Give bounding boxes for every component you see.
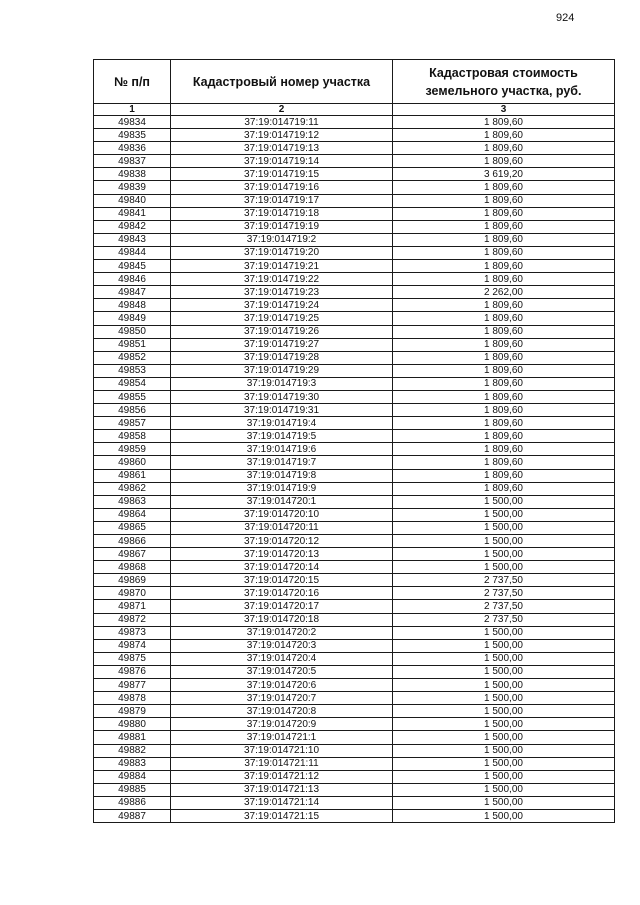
cell-cadastral-value: 1 809,60 — [393, 246, 615, 259]
cell-cadastral-value: 1 500,00 — [393, 757, 615, 770]
cell-cadastral-number: 37:19:014719:2 — [171, 233, 393, 246]
cell-row-number: 49863 — [94, 495, 171, 508]
cell-cadastral-number: 37:19:014720:1 — [171, 495, 393, 508]
cell-row-number: 49834 — [94, 116, 171, 129]
cell-cadastral-value: 1 809,60 — [393, 129, 615, 142]
cell-cadastral-value: 1 500,00 — [393, 679, 615, 692]
cell-cadastral-number: 37:19:014719:28 — [171, 351, 393, 364]
cell-row-number: 49850 — [94, 325, 171, 338]
table-row — [94, 155, 615, 168]
cell-cadastral-value: 1 809,60 — [393, 260, 615, 273]
cell-cadastral-value: 1 809,60 — [393, 207, 615, 220]
cell-row-number: 49874 — [94, 639, 171, 652]
cell-cadastral-number: 37:19:014720:13 — [171, 548, 393, 561]
cell-row-number: 49871 — [94, 600, 171, 613]
cell-cadastral-value: 1 809,60 — [393, 194, 615, 207]
cell-cadastral-value: 1 809,60 — [393, 299, 615, 312]
cell-row-number: 49879 — [94, 705, 171, 718]
cell-cadastral-number: 37:19:014719:29 — [171, 364, 393, 377]
table-row — [94, 652, 615, 665]
cell-row-number: 49852 — [94, 351, 171, 364]
table-row — [94, 548, 615, 561]
cell-cadastral-number: 37:19:014720:2 — [171, 626, 393, 639]
table-row — [94, 482, 615, 495]
table-row — [94, 535, 615, 548]
table-row — [94, 744, 615, 757]
cell-cadastral-value: 1 500,00 — [393, 770, 615, 783]
cell-cadastral-number: 37:19:014721:1 — [171, 731, 393, 744]
cell-cadastral-value: 1 500,00 — [393, 639, 615, 652]
table-row — [94, 639, 615, 652]
cell-cadastral-value: 1 500,00 — [393, 521, 615, 534]
table-row — [94, 417, 615, 430]
cell-cadastral-value: 1 809,60 — [393, 220, 615, 233]
cell-cadastral-number: 37:19:014719:20 — [171, 246, 393, 259]
cell-cadastral-value: 1 809,60 — [393, 351, 615, 364]
cell-cadastral-value: 1 500,00 — [393, 652, 615, 665]
table-row — [94, 574, 615, 587]
cadastral-value-table — [93, 59, 615, 823]
cell-cadastral-value: 3 619,20 — [393, 168, 615, 181]
cell-row-number: 49884 — [94, 770, 171, 783]
cell-row-number: 49838 — [94, 168, 171, 181]
cell-cadastral-number: 37:19:014720:5 — [171, 665, 393, 678]
cell-cadastral-number: 37:19:014721:10 — [171, 744, 393, 757]
cell-row-number: 49836 — [94, 142, 171, 155]
cell-cadastral-number: 37:19:014719:13 — [171, 142, 393, 155]
cell-row-number: 49876 — [94, 665, 171, 678]
table-row — [94, 260, 615, 273]
table-row — [94, 626, 615, 639]
cell-cadastral-value: 1 500,00 — [393, 796, 615, 809]
cell-row-number: 49872 — [94, 613, 171, 626]
table-row — [94, 757, 615, 770]
cell-cadastral-number: 37:19:014719:3 — [171, 377, 393, 390]
cell-cadastral-value: 1 809,60 — [393, 273, 615, 286]
cell-row-number: 49840 — [94, 194, 171, 207]
cell-row-number: 49846 — [94, 273, 171, 286]
cell-cadastral-number: 37:19:014719:27 — [171, 338, 393, 351]
cell-row-number: 49837 — [94, 155, 171, 168]
table-row — [94, 718, 615, 731]
table-row — [94, 233, 615, 246]
table-row — [94, 430, 615, 443]
cell-cadastral-number: 37:19:014719:16 — [171, 181, 393, 194]
cell-cadastral-number: 37:19:014720:3 — [171, 639, 393, 652]
table-row — [94, 495, 615, 508]
cell-row-number: 49883 — [94, 757, 171, 770]
cell-cadastral-number: 37:19:014720:7 — [171, 692, 393, 705]
cell-row-number: 49870 — [94, 587, 171, 600]
cell-cadastral-number: 37:19:014719:31 — [171, 404, 393, 417]
cell-row-number: 49864 — [94, 508, 171, 521]
table-row — [94, 443, 615, 456]
cell-row-number: 49882 — [94, 744, 171, 757]
table-row — [94, 456, 615, 469]
cell-row-number: 49841 — [94, 207, 171, 220]
table-row — [94, 273, 615, 286]
cell-cadastral-number: 37:19:014720:9 — [171, 718, 393, 731]
cell-cadastral-number: 37:19:014719:23 — [171, 286, 393, 299]
cell-cadastral-value: 2 737,50 — [393, 600, 615, 613]
table-row — [94, 783, 615, 796]
table-row — [94, 181, 615, 194]
page-number: 924 — [556, 12, 575, 24]
cell-row-number: 49843 — [94, 233, 171, 246]
cell-row-number: 49875 — [94, 652, 171, 665]
table-row — [94, 796, 615, 809]
cell-cadastral-value: 1 809,60 — [393, 456, 615, 469]
cell-cadastral-value: 1 500,00 — [393, 705, 615, 718]
table-row — [94, 770, 615, 783]
cell-row-number: 49877 — [94, 679, 171, 692]
table-row — [94, 351, 615, 364]
cell-cadastral-number: 37:19:014719:19 — [171, 220, 393, 233]
cell-cadastral-value: 1 809,60 — [393, 364, 615, 377]
cell-row-number: 49886 — [94, 796, 171, 809]
table-row — [94, 207, 615, 220]
table-row — [94, 731, 615, 744]
cell-cadastral-number: 37:19:014721:12 — [171, 770, 393, 783]
header-cadastral-number: Кадастровый номер участка — [171, 60, 393, 104]
cell-cadastral-value: 1 809,60 — [393, 482, 615, 495]
table-row — [94, 286, 615, 299]
cell-cadastral-value: 1 809,60 — [393, 417, 615, 430]
cell-cadastral-value: 1 809,60 — [393, 181, 615, 194]
cell-cadastral-number: 37:19:014720:8 — [171, 705, 393, 718]
cell-row-number: 49856 — [94, 404, 171, 417]
cell-row-number: 49859 — [94, 443, 171, 456]
header-cadastral-value: Кадастровая стоимость земельного участка, руб. — [393, 60, 615, 104]
cell-row-number: 49842 — [94, 220, 171, 233]
cell-row-number: 49887 — [94, 809, 171, 822]
table-row — [94, 705, 615, 718]
cell-cadastral-value: 1 500,00 — [393, 495, 615, 508]
cell-cadastral-value: 1 809,60 — [393, 469, 615, 482]
cell-cadastral-value: 1 809,60 — [393, 404, 615, 417]
cell-row-number: 49839 — [94, 181, 171, 194]
cell-cadastral-number: 37:19:014721:14 — [171, 796, 393, 809]
cell-row-number: 49865 — [94, 521, 171, 534]
cell-cadastral-number: 37:19:014720:15 — [171, 574, 393, 587]
cell-cadastral-value: 1 809,60 — [393, 116, 615, 129]
cell-row-number: 49881 — [94, 731, 171, 744]
cell-row-number: 49847 — [94, 286, 171, 299]
cell-cadastral-number: 37:19:014719:7 — [171, 456, 393, 469]
cell-cadastral-value: 2 737,50 — [393, 587, 615, 600]
cell-cadastral-number: 37:19:014719:11 — [171, 116, 393, 129]
header-row — [94, 60, 615, 104]
column-number-row — [94, 104, 615, 116]
cell-cadastral-value: 1 500,00 — [393, 665, 615, 678]
cell-row-number: 49867 — [94, 548, 171, 561]
cell-cadastral-number: 37:19:014720:4 — [171, 652, 393, 665]
cell-cadastral-value: 1 500,00 — [393, 718, 615, 731]
cell-row-number: 49878 — [94, 692, 171, 705]
table-row — [94, 168, 615, 181]
cell-row-number: 49858 — [94, 430, 171, 443]
cell-cadastral-number: 37:19:014720:11 — [171, 521, 393, 534]
table-row — [94, 299, 615, 312]
table-row — [94, 665, 615, 678]
cell-cadastral-value: 2 262,00 — [393, 286, 615, 299]
cell-row-number: 49885 — [94, 783, 171, 796]
header-row-number: № п/п — [94, 60, 171, 104]
table-row — [94, 220, 615, 233]
cell-cadastral-number: 37:19:014719:24 — [171, 299, 393, 312]
table-row — [94, 521, 615, 534]
cell-cadastral-number: 37:19:014721:15 — [171, 809, 393, 822]
cell-cadastral-value: 2 737,50 — [393, 613, 615, 626]
cell-cadastral-number: 37:19:014720:12 — [171, 535, 393, 548]
cell-cadastral-number: 37:19:014721:13 — [171, 783, 393, 796]
column-number: 1 — [94, 104, 171, 116]
cell-cadastral-value: 1 500,00 — [393, 731, 615, 744]
cell-cadastral-number: 37:19:014719:12 — [171, 129, 393, 142]
cell-cadastral-number: 37:19:014719:4 — [171, 417, 393, 430]
cell-cadastral-value: 1 500,00 — [393, 744, 615, 757]
cell-cadastral-value: 2 737,50 — [393, 574, 615, 587]
cell-cadastral-number: 37:19:014719:14 — [171, 155, 393, 168]
table-row — [94, 129, 615, 142]
cell-cadastral-value: 1 500,00 — [393, 508, 615, 521]
table-row — [94, 561, 615, 574]
cell-cadastral-number: 37:19:014719:30 — [171, 390, 393, 403]
cell-row-number: 49868 — [94, 561, 171, 574]
cell-cadastral-number: 37:19:014719:15 — [171, 168, 393, 181]
cell-row-number: 49854 — [94, 377, 171, 390]
cell-cadastral-number: 37:19:014720:14 — [171, 561, 393, 574]
table-row — [94, 679, 615, 692]
cell-row-number: 49853 — [94, 364, 171, 377]
cell-row-number: 49855 — [94, 390, 171, 403]
cell-cadastral-value: 1 809,60 — [393, 325, 615, 338]
cell-row-number: 49861 — [94, 469, 171, 482]
cell-cadastral-number: 37:19:014720:17 — [171, 600, 393, 613]
table-row — [94, 142, 615, 155]
table-row — [94, 809, 615, 822]
cell-cadastral-value: 1 809,60 — [393, 338, 615, 351]
cell-cadastral-value: 1 500,00 — [393, 692, 615, 705]
cell-cadastral-number: 37:19:014720:6 — [171, 679, 393, 692]
table-row — [94, 364, 615, 377]
table-row — [94, 692, 615, 705]
cell-cadastral-value: 1 500,00 — [393, 535, 615, 548]
table-row — [94, 246, 615, 259]
cell-cadastral-value: 1 809,60 — [393, 142, 615, 155]
table-row — [94, 508, 615, 521]
table-row — [94, 377, 615, 390]
table-body — [94, 116, 615, 823]
cell-row-number: 49844 — [94, 246, 171, 259]
table-row — [94, 390, 615, 403]
cell-cadastral-number: 37:19:014719:6 — [171, 443, 393, 456]
cell-cadastral-value: 1 809,60 — [393, 377, 615, 390]
cell-cadastral-value: 1 809,60 — [393, 430, 615, 443]
cell-cadastral-number: 37:19:014720:16 — [171, 587, 393, 600]
cell-cadastral-number: 37:19:014719:22 — [171, 273, 393, 286]
column-number: 2 — [171, 104, 393, 116]
cell-cadastral-number: 37:19:014720:18 — [171, 613, 393, 626]
table-row — [94, 194, 615, 207]
table-row — [94, 338, 615, 351]
cell-cadastral-value: 1 809,60 — [393, 233, 615, 246]
cell-cadastral-value: 1 500,00 — [393, 783, 615, 796]
cell-cadastral-number: 37:19:014719:18 — [171, 207, 393, 220]
cell-cadastral-number: 37:19:014720:10 — [171, 508, 393, 521]
cell-row-number: 49860 — [94, 456, 171, 469]
cell-row-number: 49862 — [94, 482, 171, 495]
table-row — [94, 312, 615, 325]
cell-cadastral-number: 37:19:014719:17 — [171, 194, 393, 207]
column-number: 3 — [393, 104, 615, 116]
cell-row-number: 49848 — [94, 299, 171, 312]
cell-cadastral-value: 1 809,60 — [393, 155, 615, 168]
cell-cadastral-number: 37:19:014719:21 — [171, 260, 393, 273]
table-row — [94, 587, 615, 600]
cell-row-number: 49849 — [94, 312, 171, 325]
cell-cadastral-value: 1 500,00 — [393, 548, 615, 561]
table-row — [94, 116, 615, 129]
cell-cadastral-value: 1 809,60 — [393, 312, 615, 325]
table-row — [94, 325, 615, 338]
table-row — [94, 469, 615, 482]
cell-cadastral-number: 37:19:014719:25 — [171, 312, 393, 325]
cell-cadastral-value: 1 809,60 — [393, 443, 615, 456]
cell-cadastral-value: 1 500,00 — [393, 626, 615, 639]
cell-row-number: 49880 — [94, 718, 171, 731]
table-row — [94, 404, 615, 417]
cell-row-number: 49866 — [94, 535, 171, 548]
table-row — [94, 600, 615, 613]
cell-row-number: 49857 — [94, 417, 171, 430]
cell-row-number: 49869 — [94, 574, 171, 587]
cell-row-number: 49835 — [94, 129, 171, 142]
cell-cadastral-value: 1 500,00 — [393, 561, 615, 574]
cell-cadastral-value: 1 500,00 — [393, 809, 615, 822]
cell-cadastral-number: 37:19:014719:8 — [171, 469, 393, 482]
cell-cadastral-number: 37:19:014719:26 — [171, 325, 393, 338]
cell-cadastral-number: 37:19:014719:5 — [171, 430, 393, 443]
cell-row-number: 49851 — [94, 338, 171, 351]
cell-cadastral-number: 37:19:014719:9 — [171, 482, 393, 495]
cell-row-number: 49873 — [94, 626, 171, 639]
cell-cadastral-value: 1 809,60 — [393, 390, 615, 403]
cell-cadastral-number: 37:19:014721:11 — [171, 757, 393, 770]
table-row — [94, 613, 615, 626]
cell-row-number: 49845 — [94, 260, 171, 273]
